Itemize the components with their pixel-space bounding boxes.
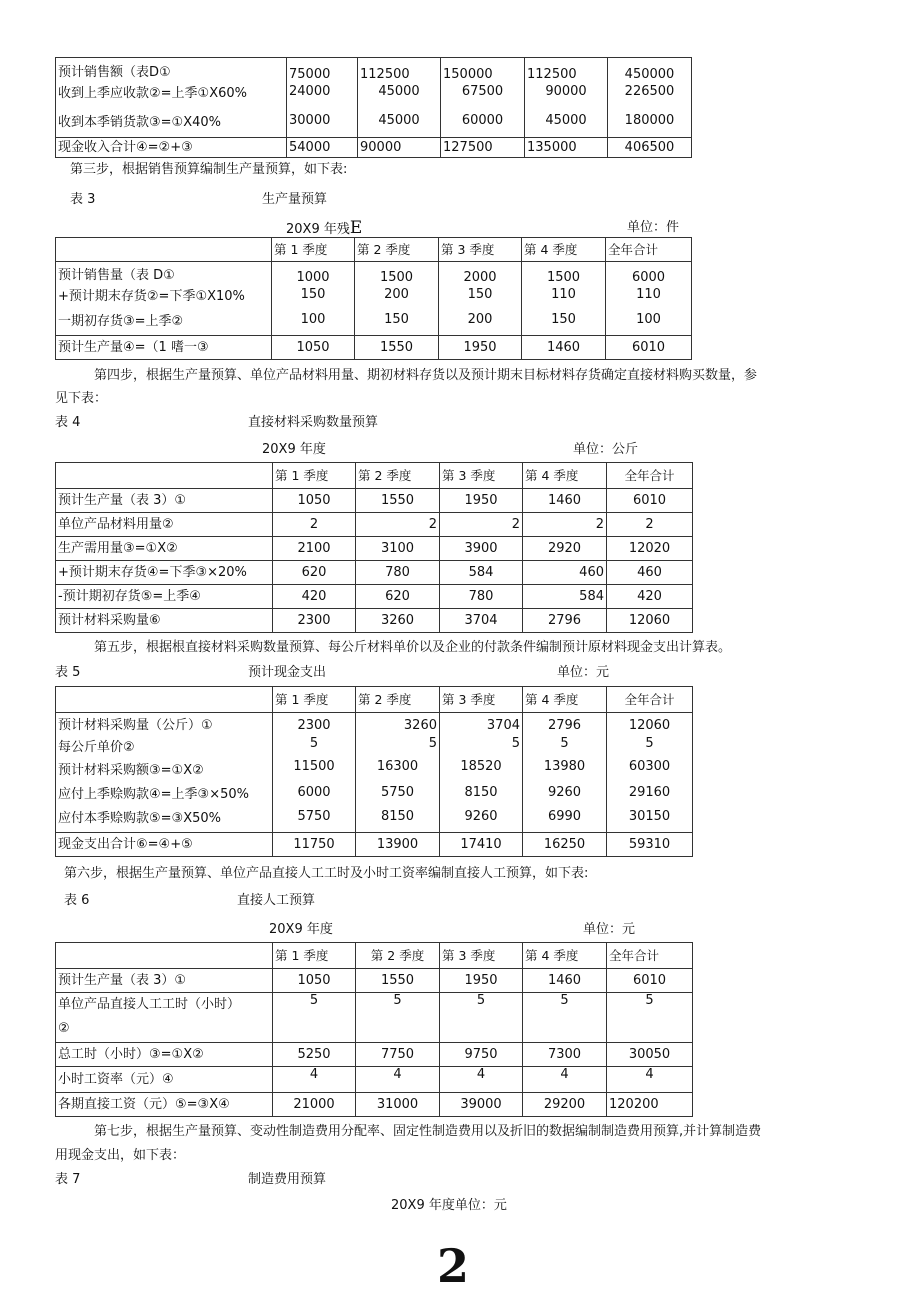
- row-label: 单位产品材料用量②: [56, 513, 273, 537]
- table-cell: [608, 58, 692, 138]
- cell-value: 5250: [273, 1043, 356, 1067]
- step4-text-line2: 见下表：: [55, 391, 108, 406]
- cell-value: 13980: [543, 758, 586, 774]
- step5-text: 第五步，根据根直接材料采购数量预算、每公斤材料单价以及企业的付款条件编制预计原材料现金支出计算表。: [94, 640, 732, 655]
- column-header: 第 3 季度: [440, 463, 523, 489]
- cell-value: 4: [523, 1067, 607, 1093]
- table6-label: 表 6: [64, 893, 90, 908]
- cell-value: 1460: [523, 489, 607, 513]
- column-header: 全年合计: [607, 943, 693, 969]
- row-label: 预计生产量④=（1 嗜一③: [56, 336, 272, 360]
- cell-value: 75000: [289, 67, 331, 82]
- cell-value: 180000: [624, 113, 675, 128]
- cell-value: 110: [551, 287, 576, 302]
- row-label: 预计生产量（表 3）①: [56, 489, 273, 513]
- cell-value: 12020: [607, 537, 693, 561]
- row-label: 收到本季销货款③=①X40%: [58, 115, 222, 130]
- table6-unit: 单位：元: [583, 922, 636, 937]
- row-label: 总工时（小时）③=①X②: [56, 1043, 273, 1067]
- cell-value: 150000: [443, 67, 493, 82]
- cell-value: 2100: [273, 537, 356, 561]
- cell-value: 13900: [356, 833, 440, 857]
- table3-year: [286, 220, 362, 238]
- row-label: 预计材料采购量⑥: [56, 609, 273, 633]
- table-cell: [607, 713, 693, 833]
- cell-value: 1550: [355, 336, 439, 360]
- table-cell: [355, 262, 439, 336]
- cell-value: 150: [467, 287, 493, 302]
- table7-label: 表 7: [55, 1172, 81, 1187]
- header-blank: [56, 687, 273, 713]
- cell-value: 1550: [356, 969, 440, 993]
- table-cell-label: [56, 993, 273, 1043]
- cell-value: 1460: [522, 336, 606, 360]
- cell-value: 1460: [523, 969, 607, 993]
- column-header: 第 1 季度: [273, 943, 356, 969]
- column-header: 全年合计: [606, 238, 692, 262]
- cell-value: 11500: [293, 758, 335, 774]
- cell-value: 450000: [624, 67, 675, 82]
- cell-value: 135000: [525, 138, 608, 158]
- cell-value: 1950: [439, 336, 522, 360]
- column-header: 第 4 季度: [523, 943, 607, 969]
- cell-value: 5: [273, 993, 356, 1043]
- production-budget-table: [55, 237, 692, 360]
- cell-value: 620: [273, 561, 356, 585]
- cell-value: 2300: [273, 609, 356, 633]
- row-label: 预计材料采购量（公斤）①: [58, 717, 213, 733]
- cell-value: 4: [273, 1067, 356, 1093]
- table5-unit: 单位：元: [557, 665, 610, 680]
- cell-value: 6000: [631, 270, 666, 285]
- cell-value: 17410: [440, 833, 523, 857]
- row-label: 预计生产量（表 3）①: [56, 969, 273, 993]
- cell-value: 150: [300, 287, 326, 302]
- material-purchase-table: [55, 462, 693, 633]
- cell-value: 29160: [628, 784, 671, 800]
- cell-value: 5750: [380, 784, 415, 800]
- cell-value: 584: [523, 585, 607, 609]
- table6-year: 20X9 年度: [269, 922, 333, 937]
- header-blank: [56, 943, 273, 969]
- cell-value: 420: [607, 585, 693, 609]
- table-cell: [287, 58, 358, 138]
- row-label: +预计期末存货②=下季①X10%: [58, 289, 245, 304]
- cell-value: 3260: [403, 717, 437, 733]
- step7-text-line1: 第七步，根据生产量预算、变动性制造费用分配率、固定性制造费用以及折旧的数据编制制造费用预算,并计算制造费: [94, 1124, 762, 1139]
- table4-year: 20X9 年度: [262, 442, 326, 457]
- column-header: 第 2 季度: [356, 943, 440, 969]
- row-label: 应付上季赊购款④=上季③×50%: [58, 786, 249, 802]
- cell-value: 584: [440, 561, 523, 585]
- cell-value: 16300: [376, 758, 419, 774]
- table3-title: 生产量预算: [262, 192, 328, 207]
- table4-label: 表 4: [55, 415, 81, 430]
- cell-value: 780: [440, 585, 523, 609]
- cell-value: 12060: [628, 717, 671, 733]
- table-cell-labels: [56, 713, 273, 833]
- cell-value: 127500: [441, 138, 525, 158]
- row-label: +预计期末存货④=下季③×20%: [56, 561, 273, 585]
- cell-value: 90000: [545, 84, 587, 99]
- cell-value: 2796: [523, 609, 607, 633]
- cell-value: 30150: [628, 808, 671, 824]
- cell-value: 5: [645, 735, 654, 751]
- cell-value: 5: [356, 993, 440, 1043]
- row-label: 预计材料采购额③=①X②: [58, 762, 204, 778]
- row-label: 现金支出合计⑥=④+⑤: [56, 833, 273, 857]
- row-label: 现金收入合计④=②+③: [56, 138, 287, 158]
- cell-value: 3704: [440, 609, 523, 633]
- table3-unit: 单位：件: [627, 220, 680, 235]
- row-label: 收到上季应收款②=上季①X60%: [58, 86, 248, 101]
- cell-value: 1550: [356, 489, 440, 513]
- table7-year-unit: 20X9 年度单位：元: [391, 1198, 507, 1213]
- cell-value: 67500: [461, 84, 504, 99]
- cell-value: 3900: [440, 537, 523, 561]
- cell-value: 60000: [461, 113, 504, 128]
- step3-text: 第三步，根据销售预算编制生产量预算，如下表:: [70, 162, 348, 177]
- table-cell: [522, 262, 606, 336]
- row-label: 单位产品直接人工工时（小时）: [58, 997, 241, 1012]
- year-text: 20X9 年残: [286, 222, 350, 237]
- cell-value: 5: [309, 735, 319, 751]
- cell-value: 60300: [628, 758, 671, 774]
- cell-value: 200: [384, 287, 409, 302]
- cell-value: 100: [636, 312, 661, 327]
- cell-value: 3260: [356, 609, 440, 633]
- column-header: 第 4 季度: [523, 463, 607, 489]
- row-label: 生产需用量③=①X②: [56, 537, 273, 561]
- cell-value: 18520: [460, 758, 502, 774]
- column-header: 第 2 季度: [356, 463, 440, 489]
- cell-value: 8150: [380, 808, 415, 824]
- cell-value: 1000: [296, 270, 330, 285]
- column-header: 第 3 季度: [440, 687, 523, 713]
- table-cell: [356, 713, 440, 833]
- cell-value: 29200: [523, 1093, 607, 1117]
- column-header: 第 4 季度: [522, 238, 606, 262]
- column-header: 第 4 季度: [523, 687, 607, 713]
- cell-value: 2: [273, 513, 356, 537]
- column-header: 第 2 季度: [356, 687, 440, 713]
- cell-value: 100: [300, 312, 326, 327]
- header-blank: [56, 463, 273, 489]
- cell-value: 1050: [272, 336, 355, 360]
- cell-value: 5: [523, 993, 607, 1043]
- cell-value: 1050: [273, 969, 356, 993]
- cell-value: 1950: [440, 969, 523, 993]
- cell-value: 6000: [297, 784, 331, 800]
- cell-value: 2: [607, 513, 693, 537]
- cell-value: 5: [428, 735, 437, 751]
- cell-value: 110: [636, 287, 661, 302]
- column-header: 第 3 季度: [440, 943, 523, 969]
- cell-value: 31000: [356, 1093, 440, 1117]
- table7-title: 制造费用预算: [248, 1172, 327, 1187]
- cell-value: 45000: [378, 84, 420, 99]
- table6-title: 直接人工预算: [237, 893, 316, 908]
- page-number: 2: [437, 1239, 470, 1293]
- column-header: 第 1 季度: [273, 463, 356, 489]
- cell-value: 460: [523, 561, 607, 585]
- table4-title: 直接材料采购数量预算: [248, 415, 379, 430]
- cell-value: 4: [607, 1067, 693, 1093]
- cell-value: 1500: [546, 270, 581, 285]
- table-cell: [273, 713, 356, 833]
- column-header: 第 2 季度: [355, 238, 439, 262]
- cell-value: 16250: [523, 833, 607, 857]
- cell-value: 5750: [297, 808, 331, 824]
- cell-value: 8150: [464, 784, 498, 800]
- cell-value: 420: [273, 585, 356, 609]
- cell-value: 6010: [607, 969, 693, 993]
- step4-text-line1: 第四步，根据生产量预算、单位产品材料用量、期初材料存货以及预计期末目标材料存货确定直接材料购买数量，参: [94, 368, 758, 383]
- cell-value: 21000: [273, 1093, 356, 1117]
- cell-value: 24000: [289, 84, 331, 99]
- cell-value: 39000: [440, 1093, 523, 1117]
- column-header: 全年合计: [607, 687, 693, 713]
- cell-value: 4: [440, 1067, 523, 1093]
- table-cell: [441, 58, 525, 138]
- column-header: 第 1 季度: [273, 687, 356, 713]
- cell-value: 59310: [607, 833, 693, 857]
- column-header: 全年合计: [607, 463, 693, 489]
- cell-value: 2: [356, 513, 440, 537]
- row-label: 每公斤单价②: [58, 739, 135, 755]
- cell-value: 1050: [273, 489, 356, 513]
- cell-value: 406500: [608, 138, 692, 158]
- column-header: 第 1 季度: [272, 238, 355, 262]
- table5-title: 预计现金支出: [248, 665, 327, 680]
- column-header: 第 3 季度: [439, 238, 522, 262]
- cell-value: 7300: [523, 1043, 607, 1067]
- table3-label: 表 3: [70, 192, 96, 207]
- row-label: 各期直接工资（元）⑤=③X④: [56, 1093, 273, 1117]
- table-cell: [606, 262, 692, 336]
- cell-value: 90000: [358, 138, 441, 158]
- cell-value: 11750: [273, 833, 356, 857]
- cell-value: 2: [440, 513, 523, 537]
- table5-label: 表 5: [55, 665, 81, 680]
- cash-disbursement-table: [55, 686, 693, 857]
- cell-value: 2796: [547, 717, 582, 733]
- year-mark: E: [349, 218, 363, 238]
- cell-value: 4: [356, 1067, 440, 1093]
- cell-value: 1950: [440, 489, 523, 513]
- cell-value: 1500: [379, 270, 414, 285]
- cell-value: 226500: [624, 84, 675, 99]
- cell-value: 30000: [289, 113, 331, 128]
- cell-value: 3704: [486, 717, 520, 733]
- cell-value: 6010: [606, 336, 692, 360]
- step6-text: 第六步，根据生产量预算、单位产品直接人工工时及小时工资率编制直接人工预算，如下表:: [64, 866, 589, 881]
- row-label: -预计期初存货⑤=上季④: [56, 585, 273, 609]
- step7-text-line2: 用现金支出，如下表：: [55, 1148, 186, 1163]
- cash-receipts-table: [55, 57, 692, 158]
- cell-value: 2300: [297, 717, 331, 733]
- row-label: 小时工资率（元）④: [56, 1067, 273, 1093]
- table-cell-labels: [56, 58, 287, 138]
- cell-value: 150: [384, 312, 409, 327]
- cell-value: 54000: [287, 138, 358, 158]
- row-label: 一期初存货③=上季②: [58, 314, 184, 329]
- cell-value: 9260: [547, 784, 582, 800]
- cell-value: 45000: [378, 113, 420, 128]
- cell-value: 3100: [356, 537, 440, 561]
- table-cell: [523, 713, 607, 833]
- row-label: 预计销售量（表 D①: [58, 268, 175, 283]
- cell-value: 45000: [545, 113, 587, 128]
- cell-value: 5: [440, 993, 523, 1043]
- table4-unit: 单位：公斤: [573, 442, 639, 457]
- cell-value: 6990: [547, 808, 582, 824]
- cell-value: 30050: [607, 1043, 693, 1067]
- table-cell-labels: [56, 262, 272, 336]
- cell-value: 112500: [360, 67, 410, 82]
- cell-value: 460: [607, 561, 693, 585]
- cell-value: 120200: [607, 1093, 693, 1117]
- cell-value: 5: [511, 735, 520, 751]
- row-label: 应付本季赊购款⑤=③X50%: [58, 810, 222, 826]
- cell-value: 150: [551, 312, 576, 327]
- cell-value: 9260: [464, 808, 498, 824]
- table-cell: [272, 262, 355, 336]
- cell-value: 5: [607, 993, 693, 1043]
- row-label-continued: ②: [58, 1021, 70, 1036]
- header-blank: [56, 238, 272, 262]
- cell-value: 620: [356, 585, 440, 609]
- cell-value: 780: [356, 561, 440, 585]
- cell-value: 2000: [463, 270, 497, 285]
- row-label: 预计销售额（表D①: [58, 65, 171, 80]
- direct-labor-table: [55, 942, 693, 1117]
- cell-value: 12060: [607, 609, 693, 633]
- cell-value: 2: [523, 513, 607, 537]
- cell-value: 7750: [356, 1043, 440, 1067]
- table-cell: [525, 58, 608, 138]
- cell-value: 5: [560, 735, 569, 751]
- table-cell: [439, 262, 522, 336]
- cell-value: 6010: [607, 489, 693, 513]
- table-cell: [358, 58, 441, 138]
- table-cell: [440, 713, 523, 833]
- cell-value: 2920: [523, 537, 607, 561]
- cell-value: 112500: [527, 67, 577, 82]
- cell-value: 9750: [440, 1043, 523, 1067]
- cell-value: 200: [467, 312, 493, 327]
